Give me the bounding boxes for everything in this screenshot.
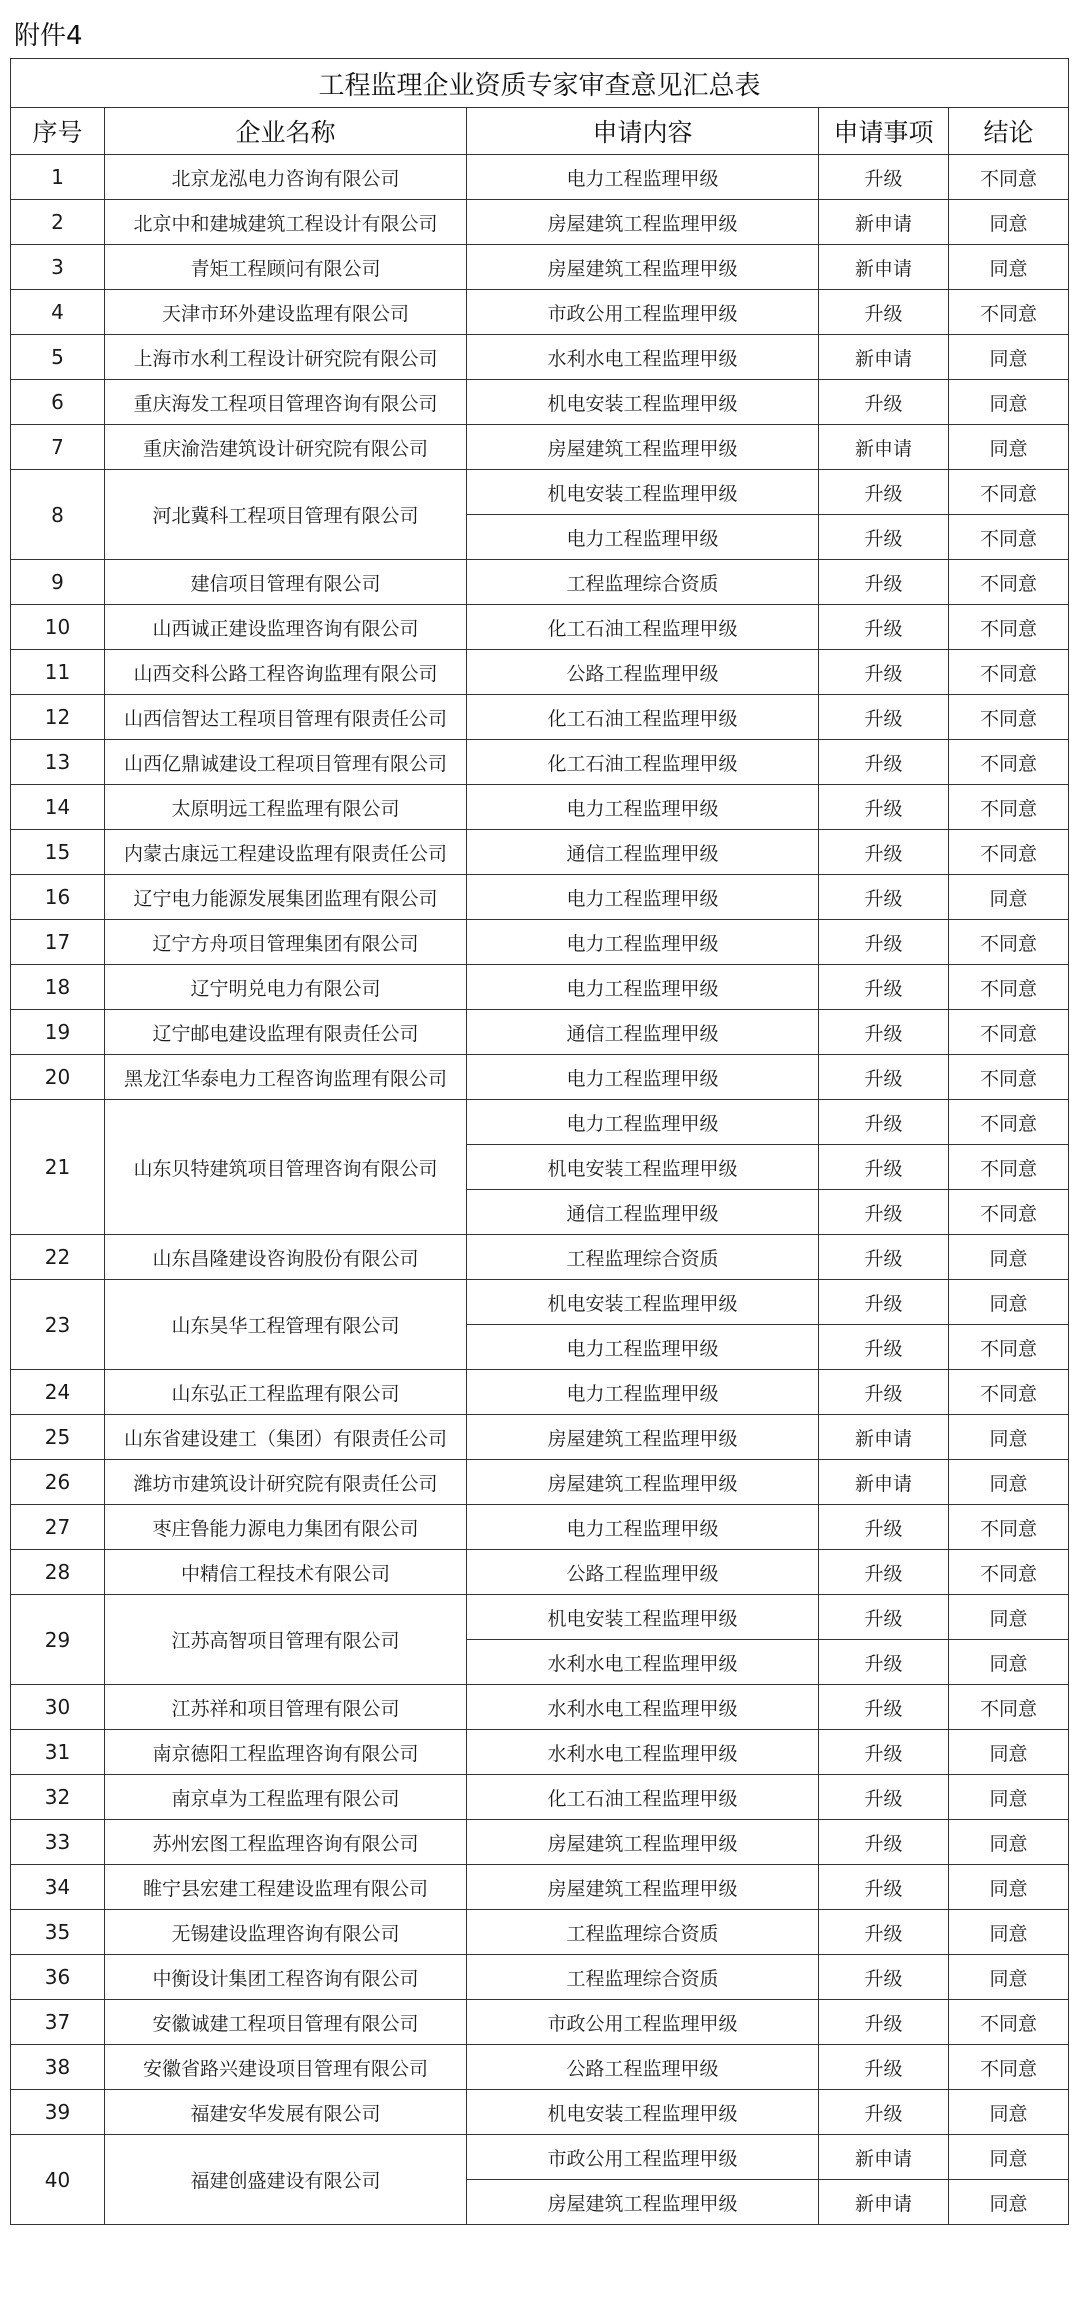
conclusion-cell: 不同意	[949, 1325, 1069, 1370]
table-row	[11, 1370, 1069, 1415]
conclusion-cell: 同意	[949, 1595, 1069, 1640]
application-content-cell: 机电安装工程监理甲级	[467, 1595, 819, 1640]
conclusion-cell: 不同意	[949, 1190, 1069, 1235]
header-company-name: 企业名称	[105, 108, 467, 155]
table-row	[11, 1235, 1069, 1280]
application-content-cell: 电力工程监理甲级	[467, 515, 819, 560]
table-row	[11, 1010, 1069, 1055]
conclusion-cell: 不同意	[949, 920, 1069, 965]
serial-no-cell: 17	[11, 920, 105, 965]
conclusion-cell: 同意	[949, 1910, 1069, 1955]
application-type-cell: 升级	[819, 1280, 949, 1325]
conclusion-cell: 不同意	[949, 740, 1069, 785]
table-row	[11, 695, 1069, 740]
conclusion-cell: 同意	[949, 200, 1069, 245]
conclusion-cell: 不同意	[949, 515, 1069, 560]
company-name-cell: 建信项目管理有限公司	[105, 560, 467, 605]
serial-no-cell: 19	[11, 1010, 105, 1055]
header-conclusion: 结论	[949, 108, 1069, 155]
conclusion-cell: 不同意	[949, 695, 1069, 740]
table-row	[11, 1685, 1069, 1730]
application-content-cell: 电力工程监理甲级	[467, 785, 819, 830]
serial-no-cell: 26	[11, 1460, 105, 1505]
conclusion-cell: 不同意	[949, 470, 1069, 515]
company-name-cell: 山东昊华工程管理有限公司	[105, 1280, 467, 1370]
table-row	[11, 740, 1069, 785]
conclusion-cell: 同意	[949, 2090, 1069, 2135]
company-name-cell: 江苏祥和项目管理有限公司	[105, 1685, 467, 1730]
table-row	[11, 650, 1069, 695]
conclusion-cell: 同意	[949, 335, 1069, 380]
application-content-cell: 电力工程监理甲级	[467, 1370, 819, 1415]
application-content-cell: 化工石油工程监理甲级	[467, 605, 819, 650]
table-row	[11, 2045, 1069, 2090]
attachment-label: 附件4	[14, 21, 83, 51]
application-content-cell: 通信工程监理甲级	[467, 1010, 819, 1055]
serial-no-cell: 25	[11, 1415, 105, 1460]
conclusion-cell: 同意	[949, 1460, 1069, 1505]
serial-no-cell: 18	[11, 965, 105, 1010]
table-row	[11, 1055, 1069, 1100]
application-type-cell: 升级	[819, 2045, 949, 2090]
application-type-cell: 升级	[819, 1325, 949, 1370]
table-row	[11, 1550, 1069, 1595]
application-type-cell: 升级	[819, 1505, 949, 1550]
application-type-cell: 升级	[819, 1370, 949, 1415]
conclusion-cell: 不同意	[949, 1145, 1069, 1190]
application-content-cell: 机电安装工程监理甲级	[467, 470, 819, 515]
application-type-cell: 升级	[819, 1775, 949, 1820]
conclusion-cell: 同意	[949, 1235, 1069, 1280]
company-name-cell: 北京龙泓电力咨询有限公司	[105, 155, 467, 200]
serial-no-cell: 32	[11, 1775, 105, 1820]
company-name-cell: 太原明远工程监理有限公司	[105, 785, 467, 830]
application-content-cell: 房屋建筑工程监理甲级	[467, 1865, 819, 1910]
table-row	[11, 1865, 1069, 1910]
table-row	[11, 2090, 1069, 2135]
application-type-cell: 升级	[819, 1955, 949, 2000]
conclusion-cell: 同意	[949, 245, 1069, 290]
conclusion-cell: 同意	[949, 875, 1069, 920]
company-name-cell: 福建安华发展有限公司	[105, 2090, 467, 2135]
application-content-cell: 房屋建筑工程监理甲级	[467, 200, 819, 245]
table-row	[11, 1460, 1069, 1505]
application-type-cell: 升级	[819, 1145, 949, 1190]
application-type-cell: 升级	[819, 830, 949, 875]
conclusion-cell: 同意	[949, 1280, 1069, 1325]
serial-no-cell: 21	[11, 1100, 105, 1235]
application-type-cell: 升级	[819, 1595, 949, 1640]
conclusion-cell: 同意	[949, 1955, 1069, 2000]
application-type-cell: 新申请	[819, 245, 949, 290]
application-type-cell: 升级	[819, 875, 949, 920]
conclusion-cell: 同意	[949, 1820, 1069, 1865]
application-type-cell: 升级	[819, 695, 949, 740]
application-type-cell: 升级	[819, 290, 949, 335]
table-row	[11, 1100, 1069, 1145]
table-row	[11, 560, 1069, 605]
application-content-cell: 市政公用工程监理甲级	[467, 290, 819, 335]
conclusion-cell: 同意	[949, 2135, 1069, 2180]
serial-no-cell: 27	[11, 1505, 105, 1550]
application-content-cell: 房屋建筑工程监理甲级	[467, 425, 819, 470]
conclusion-cell: 不同意	[949, 1370, 1069, 1415]
serial-no-cell: 13	[11, 740, 105, 785]
conclusion-cell: 不同意	[949, 830, 1069, 875]
application-content-cell: 水利水电工程监理甲级	[467, 335, 819, 380]
serial-no-cell: 28	[11, 1550, 105, 1595]
table-row	[11, 2135, 1069, 2180]
table-body	[11, 155, 1069, 2225]
application-content-cell: 电力工程监理甲级	[467, 875, 819, 920]
application-type-cell: 新申请	[819, 1415, 949, 1460]
review-summary-table	[10, 58, 1069, 2225]
serial-no-cell: 34	[11, 1865, 105, 1910]
application-type-cell: 升级	[819, 155, 949, 200]
header-serial-no: 序号	[11, 108, 105, 155]
application-content-cell: 电力工程监理甲级	[467, 1505, 819, 1550]
company-name-cell: 辽宁电力能源发展集团监理有限公司	[105, 875, 467, 920]
application-content-cell: 电力工程监理甲级	[467, 1055, 819, 1100]
serial-no-cell: 30	[11, 1685, 105, 1730]
conclusion-cell: 同意	[949, 1415, 1069, 1460]
serial-no-cell: 11	[11, 650, 105, 695]
table-row	[11, 1595, 1069, 1640]
conclusion-cell: 不同意	[949, 1010, 1069, 1055]
application-type-cell: 升级	[819, 560, 949, 605]
serial-no-cell: 12	[11, 695, 105, 740]
table-row	[11, 1910, 1069, 1955]
application-content-cell: 水利水电工程监理甲级	[467, 1730, 819, 1775]
company-name-cell: 山东省建设建工（集团）有限责任公司	[105, 1415, 467, 1460]
serial-no-cell: 9	[11, 560, 105, 605]
serial-no-cell: 14	[11, 785, 105, 830]
application-type-cell: 新申请	[819, 2135, 949, 2180]
table-row	[11, 1820, 1069, 1865]
company-name-cell: 辽宁邮电建设监理有限责任公司	[105, 1010, 467, 1055]
company-name-cell: 山西亿鼎诚建设工程项目管理有限公司	[105, 740, 467, 785]
conclusion-cell: 不同意	[949, 1505, 1069, 1550]
company-name-cell: 南京德阳工程监理咨询有限公司	[105, 1730, 467, 1775]
conclusion-cell: 同意	[949, 2180, 1069, 2225]
table-row	[11, 1775, 1069, 1820]
application-content-cell: 通信工程监理甲级	[467, 1190, 819, 1235]
application-content-cell: 房屋建筑工程监理甲级	[467, 2180, 819, 2225]
application-content-cell: 化工石油工程监理甲级	[467, 740, 819, 785]
application-content-cell: 市政公用工程监理甲级	[467, 2000, 819, 2045]
application-type-cell: 升级	[819, 470, 949, 515]
company-name-cell: 安徽诚建工程项目管理有限公司	[105, 2000, 467, 2045]
application-type-cell: 升级	[819, 1550, 949, 1595]
serial-no-cell: 7	[11, 425, 105, 470]
serial-no-cell: 5	[11, 335, 105, 380]
serial-no-cell: 10	[11, 605, 105, 650]
serial-no-cell: 2	[11, 200, 105, 245]
serial-no-cell: 6	[11, 380, 105, 425]
serial-no-cell: 16	[11, 875, 105, 920]
serial-no-cell: 35	[11, 1910, 105, 1955]
application-type-cell: 升级	[819, 1910, 949, 1955]
application-content-cell: 电力工程监理甲级	[467, 920, 819, 965]
application-type-cell: 升级	[819, 1100, 949, 1145]
table-row	[11, 1955, 1069, 2000]
company-name-cell: 山东弘正工程监理有限公司	[105, 1370, 467, 1415]
conclusion-cell: 不同意	[949, 1100, 1069, 1145]
header-application-content: 申请内容	[467, 108, 819, 155]
company-name-cell: 南京卓为工程监理有限公司	[105, 1775, 467, 1820]
application-type-cell: 新申请	[819, 335, 949, 380]
conclusion-cell: 不同意	[949, 605, 1069, 650]
conclusion-cell: 不同意	[949, 290, 1069, 335]
application-type-cell: 升级	[819, 380, 949, 425]
application-type-cell: 新申请	[819, 200, 949, 245]
serial-no-cell: 3	[11, 245, 105, 290]
application-content-cell: 公路工程监理甲级	[467, 650, 819, 695]
company-name-cell: 睢宁县宏建工程建设监理有限公司	[105, 1865, 467, 1910]
conclusion-cell: 同意	[949, 380, 1069, 425]
table-row	[11, 875, 1069, 920]
conclusion-cell: 不同意	[949, 560, 1069, 605]
application-type-cell: 升级	[819, 1685, 949, 1730]
application-content-cell: 机电安装工程监理甲级	[467, 2090, 819, 2135]
application-content-cell: 房屋建筑工程监理甲级	[467, 245, 819, 290]
serial-no-cell: 36	[11, 1955, 105, 2000]
application-type-cell: 新申请	[819, 1460, 949, 1505]
application-type-cell: 升级	[819, 785, 949, 830]
application-content-cell: 市政公用工程监理甲级	[467, 2135, 819, 2180]
conclusion-cell: 同意	[949, 1640, 1069, 1685]
application-type-cell: 升级	[819, 1730, 949, 1775]
company-name-cell: 山西交科公路工程咨询监理有限公司	[105, 650, 467, 695]
table-row	[11, 605, 1069, 650]
application-content-cell: 工程监理综合资质	[467, 1955, 819, 2000]
company-name-cell: 重庆渝浩建筑设计研究院有限公司	[105, 425, 467, 470]
company-name-cell: 无锡建设监理咨询有限公司	[105, 1910, 467, 1955]
application-type-cell: 升级	[819, 650, 949, 695]
company-name-cell: 山东昌隆建设咨询股份有限公司	[105, 1235, 467, 1280]
company-name-cell: 中精信工程技术有限公司	[105, 1550, 467, 1595]
application-content-cell: 电力工程监理甲级	[467, 1325, 819, 1370]
conclusion-cell: 不同意	[949, 2000, 1069, 2045]
application-content-cell: 房屋建筑工程监理甲级	[467, 1460, 819, 1505]
conclusion-cell: 不同意	[949, 155, 1069, 200]
application-content-cell: 机电安装工程监理甲级	[467, 1145, 819, 1190]
table-row	[11, 785, 1069, 830]
application-content-cell: 电力工程监理甲级	[467, 1100, 819, 1145]
serial-no-cell: 39	[11, 2090, 105, 2135]
serial-no-cell: 38	[11, 2045, 105, 2090]
company-name-cell: 重庆海发工程项目管理咨询有限公司	[105, 380, 467, 425]
table-header-row	[11, 108, 1069, 155]
application-type-cell: 新申请	[819, 2180, 949, 2225]
conclusion-cell: 同意	[949, 1775, 1069, 1820]
application-content-cell: 化工石油工程监理甲级	[467, 695, 819, 740]
application-content-cell: 水利水电工程监理甲级	[467, 1640, 819, 1685]
table-row	[11, 965, 1069, 1010]
company-name-cell: 枣庄鲁能力源电力集团有限公司	[105, 1505, 467, 1550]
application-content-cell: 工程监理综合资质	[467, 560, 819, 605]
table-row	[11, 920, 1069, 965]
conclusion-cell: 不同意	[949, 1055, 1069, 1100]
company-name-cell: 福建创盛建设有限公司	[105, 2135, 467, 2225]
application-content-cell: 公路工程监理甲级	[467, 1550, 819, 1595]
company-name-cell: 山东贝特建筑项目管理咨询有限公司	[105, 1100, 467, 1235]
company-name-cell: 苏州宏图工程监理咨询有限公司	[105, 1820, 467, 1865]
serial-no-cell: 1	[11, 155, 105, 200]
application-type-cell: 升级	[819, 1865, 949, 1910]
conclusion-cell: 不同意	[949, 1550, 1069, 1595]
application-content-cell: 房屋建筑工程监理甲级	[467, 1415, 819, 1460]
company-name-cell: 安徽省路兴建设项目管理有限公司	[105, 2045, 467, 2090]
application-type-cell: 升级	[819, 1235, 949, 1280]
table-row	[11, 290, 1069, 335]
application-type-cell: 升级	[819, 2090, 949, 2135]
application-content-cell: 化工石油工程监理甲级	[467, 1775, 819, 1820]
serial-no-cell: 37	[11, 2000, 105, 2045]
serial-no-cell: 24	[11, 1370, 105, 1415]
header-application-type: 申请事项	[819, 108, 949, 155]
serial-no-cell: 33	[11, 1820, 105, 1865]
table-row	[11, 425, 1069, 470]
application-type-cell: 升级	[819, 1055, 949, 1100]
table-row	[11, 200, 1069, 245]
application-type-cell: 升级	[819, 965, 949, 1010]
application-content-cell: 电力工程监理甲级	[467, 965, 819, 1010]
company-name-cell: 辽宁方舟项目管理集团有限公司	[105, 920, 467, 965]
serial-no-cell: 22	[11, 1235, 105, 1280]
application-type-cell: 升级	[819, 2000, 949, 2045]
application-content-cell: 机电安装工程监理甲级	[467, 380, 819, 425]
table-row	[11, 335, 1069, 380]
company-name-cell: 上海市水利工程设计研究院有限公司	[105, 335, 467, 380]
table-row	[11, 1730, 1069, 1775]
application-content-cell: 机电安装工程监理甲级	[467, 1280, 819, 1325]
company-name-cell: 黑龙江华泰电力工程咨询监理有限公司	[105, 1055, 467, 1100]
company-name-cell: 青矩工程顾问有限公司	[105, 245, 467, 290]
company-name-cell: 天津市环外建设监理有限公司	[105, 290, 467, 335]
company-name-cell: 辽宁明兑电力有限公司	[105, 965, 467, 1010]
conclusion-cell: 不同意	[949, 2045, 1069, 2090]
serial-no-cell: 20	[11, 1055, 105, 1100]
table-row	[11, 380, 1069, 425]
application-type-cell: 升级	[819, 605, 949, 650]
conclusion-cell: 不同意	[949, 785, 1069, 830]
application-content-cell: 工程监理综合资质	[467, 1910, 819, 1955]
table-row	[11, 155, 1069, 200]
company-name-cell: 河北冀科工程项目管理有限公司	[105, 470, 467, 560]
application-content-cell: 公路工程监理甲级	[467, 2045, 819, 2090]
serial-no-cell: 8	[11, 470, 105, 560]
company-name-cell: 中衡设计集团工程咨询有限公司	[105, 1955, 467, 2000]
serial-no-cell: 23	[11, 1280, 105, 1370]
serial-no-cell: 29	[11, 1595, 105, 1685]
company-name-cell: 内蒙古康远工程建设监理有限责任公司	[105, 830, 467, 875]
serial-no-cell: 31	[11, 1730, 105, 1775]
table-row	[11, 1415, 1069, 1460]
application-type-cell: 升级	[819, 1190, 949, 1235]
conclusion-cell: 同意	[949, 425, 1069, 470]
conclusion-cell: 不同意	[949, 1685, 1069, 1730]
application-type-cell: 升级	[819, 1820, 949, 1865]
company-name-cell: 山西诚正建设监理咨询有限公司	[105, 605, 467, 650]
application-content-cell: 电力工程监理甲级	[467, 155, 819, 200]
application-type-cell: 新申请	[819, 425, 949, 470]
table-row	[11, 830, 1069, 875]
table-row	[11, 2000, 1069, 2045]
conclusion-cell: 不同意	[949, 650, 1069, 695]
table-row	[11, 1280, 1069, 1325]
application-content-cell: 房屋建筑工程监理甲级	[467, 1820, 819, 1865]
application-content-cell: 工程监理综合资质	[467, 1235, 819, 1280]
serial-no-cell: 15	[11, 830, 105, 875]
application-content-cell: 水利水电工程监理甲级	[467, 1685, 819, 1730]
application-type-cell: 升级	[819, 1640, 949, 1685]
table-row	[11, 1505, 1069, 1550]
table-row	[11, 470, 1069, 515]
conclusion-cell: 同意	[949, 1865, 1069, 1910]
conclusion-cell: 不同意	[949, 965, 1069, 1010]
table-row	[11, 245, 1069, 290]
application-content-cell: 通信工程监理甲级	[467, 830, 819, 875]
company-name-cell: 山西信智达工程项目管理有限责任公司	[105, 695, 467, 740]
serial-no-cell: 40	[11, 2135, 105, 2225]
company-name-cell: 江苏高智项目管理有限公司	[105, 1595, 467, 1685]
application-type-cell: 升级	[819, 740, 949, 785]
application-type-cell: 升级	[819, 515, 949, 560]
serial-no-cell: 4	[11, 290, 105, 335]
application-type-cell: 升级	[819, 920, 949, 965]
application-type-cell: 升级	[819, 1010, 949, 1055]
company-name-cell: 潍坊市建筑设计研究院有限责任公司	[105, 1460, 467, 1505]
table-title: 工程监理企业资质专家审查意见汇总表	[11, 59, 1069, 108]
conclusion-cell: 同意	[949, 1730, 1069, 1775]
company-name-cell: 北京中和建城建筑工程设计有限公司	[105, 200, 467, 245]
